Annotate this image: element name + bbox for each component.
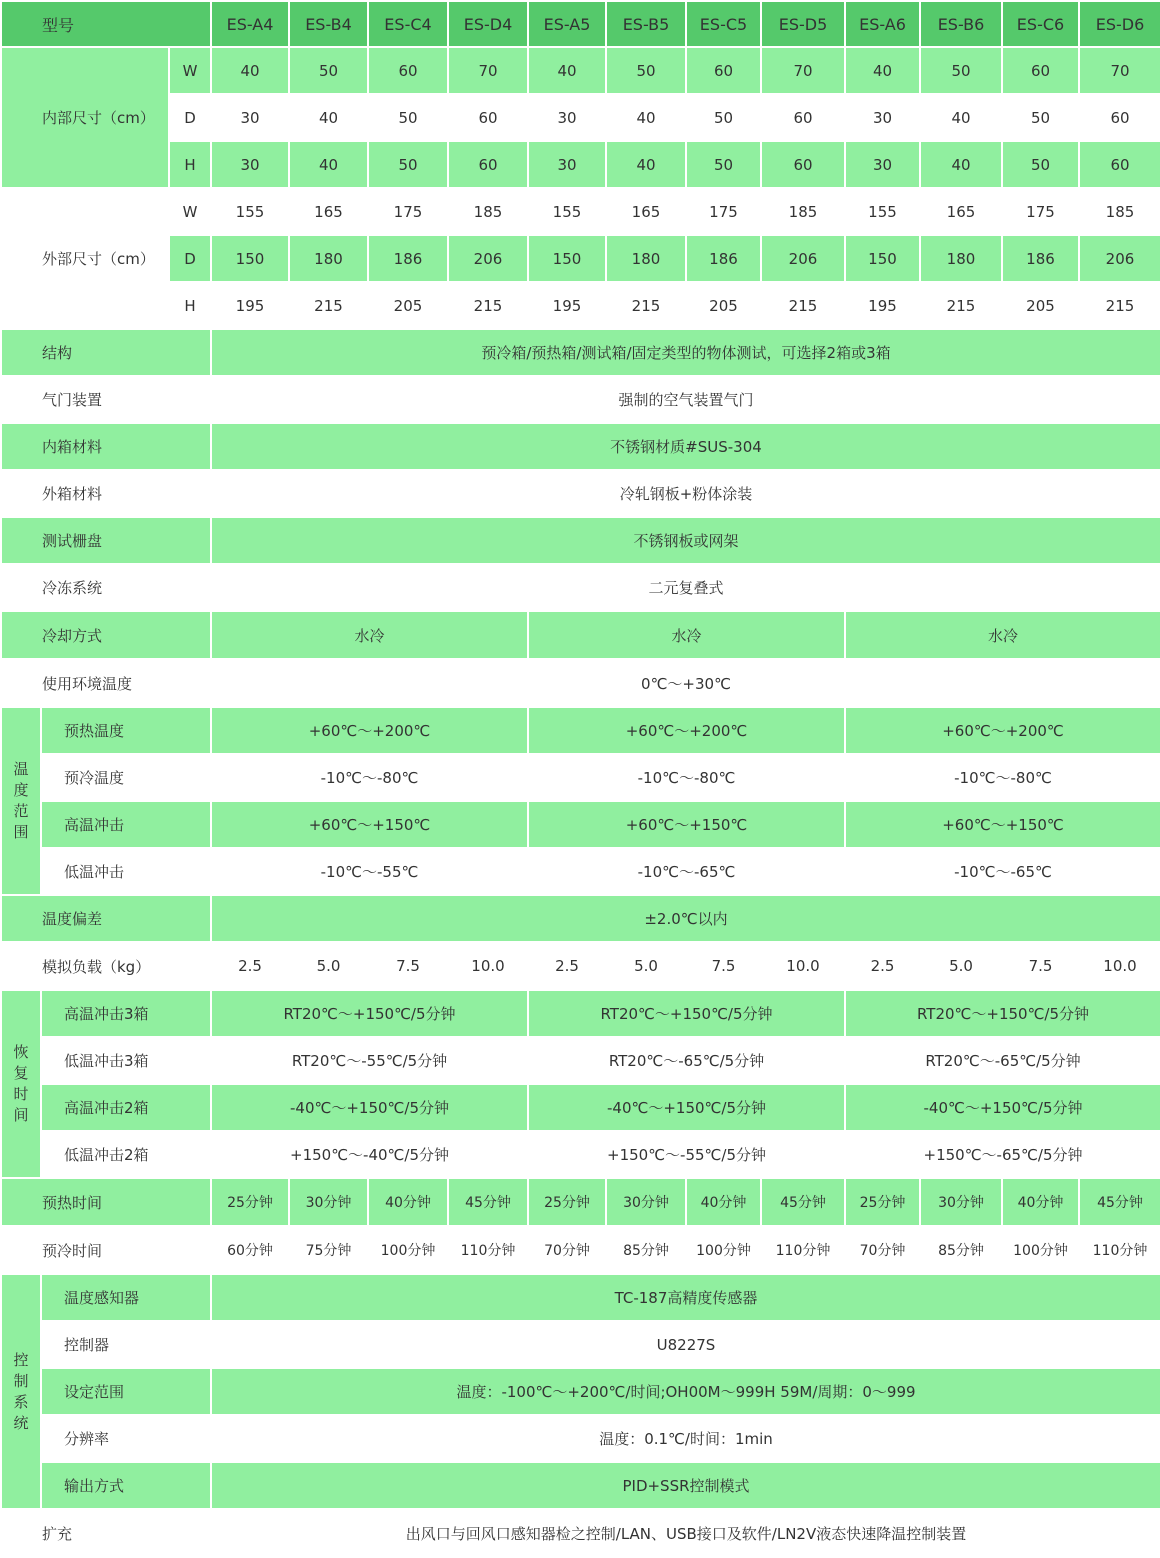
value-cell: 70: [1079, 47, 1160, 94]
value-cell: 2.5: [211, 942, 289, 990]
group-value-cell: RT20℃～-65℃/5分钟: [845, 1037, 1160, 1084]
axis-label: H: [169, 282, 211, 329]
value-cell: 10.0: [761, 942, 845, 990]
value-cell: 60: [686, 47, 761, 94]
axis-label: D: [169, 94, 211, 141]
value-cell: 40分钟: [368, 1178, 448, 1226]
axis-label: W: [169, 188, 211, 235]
control-group-label-text: 控制系统: [13, 1350, 29, 1432]
control-value: 温度：-100℃～+200℃/时间;OH00M～999H 59M/周期：0～999: [211, 1368, 1160, 1415]
value-cell: 186: [368, 235, 448, 282]
value-cell: 110分钟: [1079, 1226, 1160, 1274]
spec-label: 冷冻系统: [1, 564, 211, 611]
spec-label: 内箱材料: [1, 423, 211, 470]
value-cell: 50: [920, 47, 1002, 94]
group-value-cell: +60℃～+200℃: [211, 707, 528, 754]
value-cell: 40: [289, 94, 368, 141]
value-cell: 150: [211, 235, 289, 282]
control-group-label: [1, 1274, 41, 1509]
control-row: [1, 1321, 1160, 1368]
group-value-cell: 水冷: [211, 611, 528, 659]
spec-value: 强制的空气装置气门: [211, 376, 1160, 423]
value-cell: 30分钟: [606, 1178, 686, 1226]
recovery-label: 低温冲击3箱: [41, 1037, 211, 1084]
value-cell: 50: [1002, 141, 1079, 188]
group-value-cell: -40℃～+150℃/5分钟: [845, 1084, 1160, 1131]
value-cell: 5.0: [606, 942, 686, 990]
value-cell: 40: [211, 47, 289, 94]
control-value: TC-187高精度传感器: [211, 1274, 1160, 1321]
value-cell: 40: [606, 141, 686, 188]
value-cell: 185: [1079, 188, 1160, 235]
group-value-cell: RT20℃～+150℃/5分钟: [845, 990, 1160, 1037]
group-value-cell: -40℃～+150℃/5分钟: [528, 1084, 845, 1131]
value-cell: 60: [1079, 141, 1160, 188]
control-label: 温度感知器: [41, 1274, 211, 1321]
model-header-cell: ES-B4: [289, 1, 368, 47]
value-cell: 206: [761, 235, 845, 282]
value-cell: 25分钟: [211, 1178, 289, 1226]
value-cell: 40: [920, 94, 1002, 141]
env-temp-label: 使用环境温度: [1, 659, 211, 707]
group-value-cell: +150℃～-55℃/5分钟: [528, 1131, 845, 1178]
value-cell: 5.0: [920, 942, 1002, 990]
value-cell: 70分钟: [845, 1226, 920, 1274]
value-cell: 50: [289, 47, 368, 94]
value-cell: 40: [289, 141, 368, 188]
model-header-cell: ES-D6: [1079, 1, 1160, 47]
value-cell: 40: [528, 47, 606, 94]
value-cell: 165: [920, 188, 1002, 235]
value-cell: 110分钟: [761, 1226, 845, 1274]
value-cell: 85分钟: [920, 1226, 1002, 1274]
value-cell: 30分钟: [289, 1178, 368, 1226]
temp-range-row: [1, 848, 1160, 895]
value-cell: 45分钟: [761, 1178, 845, 1226]
value-cell: 7.5: [1002, 942, 1079, 990]
value-cell: 110分钟: [448, 1226, 528, 1274]
axis-label: W: [169, 47, 211, 94]
value-cell: 100分钟: [1002, 1226, 1079, 1274]
control-label: 设定范围: [41, 1368, 211, 1415]
value-cell: 50: [368, 141, 448, 188]
value-cell: 30: [211, 94, 289, 141]
group-value-cell: -10℃～-65℃: [845, 848, 1160, 895]
value-cell: 60: [448, 141, 528, 188]
preheat-time-row: [1, 1178, 1160, 1226]
temp-range-row: [1, 707, 1160, 754]
model-header-cell: ES-C4: [368, 1, 448, 47]
spec-row: [1, 470, 1160, 517]
model-header-cell: ES-D4: [448, 1, 528, 47]
value-cell: 45分钟: [1079, 1178, 1160, 1226]
group-value-cell: 水冷: [845, 611, 1160, 659]
value-cell: 155: [845, 188, 920, 235]
recovery-group-label-text: 恢复时间: [13, 1043, 29, 1124]
temp-range-label: 高温冲击: [41, 801, 211, 848]
value-cell: 195: [528, 282, 606, 329]
value-cell: 2.5: [528, 942, 606, 990]
model-header-cell: ES-A4: [211, 1, 289, 47]
value-cell: 7.5: [686, 942, 761, 990]
value-cell: 40: [606, 94, 686, 141]
header-row: [1, 1, 1160, 47]
group-value-cell: +60℃～+150℃: [211, 801, 528, 848]
inner-size-row: [1, 94, 1160, 141]
outer-size-label: 外部尺寸（cm）: [1, 188, 169, 329]
control-label: 分辨率: [41, 1415, 211, 1462]
model-header-cell: ES-A6: [845, 1, 920, 47]
value-cell: 70分钟: [528, 1226, 606, 1274]
recovery-label: 低温冲击2箱: [41, 1131, 211, 1178]
value-cell: 40分钟: [686, 1178, 761, 1226]
control-value: U8227S: [211, 1321, 1160, 1368]
value-cell: 206: [1079, 235, 1160, 282]
value-cell: 50: [686, 141, 761, 188]
value-cell: 186: [686, 235, 761, 282]
value-cell: 30: [211, 141, 289, 188]
spec-label: 结构: [1, 329, 211, 376]
outer-size-row: [1, 235, 1160, 282]
inner-size-label: 内部尺寸（cm）: [1, 47, 169, 188]
value-cell: 50: [368, 94, 448, 141]
temp-deviation-value: ±2.0℃以内: [211, 895, 1160, 942]
temp-deviation-row: [1, 895, 1160, 942]
value-cell: 100分钟: [686, 1226, 761, 1274]
group-value-cell: RT20℃～-55℃/5分钟: [211, 1037, 528, 1084]
temp-range-group-label: [1, 707, 41, 895]
value-cell: 215: [1079, 282, 1160, 329]
spec-label: 测试栅盘: [1, 517, 211, 564]
model-header-cell: ES-B6: [920, 1, 1002, 47]
value-cell: 185: [761, 188, 845, 235]
load-row: [1, 942, 1160, 990]
control-row: [1, 1368, 1160, 1415]
group-value-cell: +60℃～+150℃: [528, 801, 845, 848]
group-value-cell: -40℃～+150℃/5分钟: [211, 1084, 528, 1131]
value-cell: 215: [920, 282, 1002, 329]
value-cell: 45分钟: [448, 1178, 528, 1226]
group-value-cell: RT20℃～+150℃/5分钟: [211, 990, 528, 1037]
value-cell: 70: [448, 47, 528, 94]
value-cell: 30: [528, 141, 606, 188]
value-cell: 186: [1002, 235, 1079, 282]
value-cell: 30: [845, 141, 920, 188]
env-temp-value: 0℃～+30℃: [211, 659, 1160, 707]
spec-row: [1, 376, 1160, 423]
group-value-cell: +60℃～+150℃: [845, 801, 1160, 848]
group-value-cell: +60℃～+200℃: [528, 707, 845, 754]
precool-time-row: [1, 1226, 1160, 1274]
group-value-cell: -10℃～-55℃: [211, 848, 528, 895]
group-value-cell: -10℃～-65℃: [528, 848, 845, 895]
value-cell: 165: [606, 188, 686, 235]
temp-range-group-label-text: 温度范围: [13, 760, 29, 841]
value-cell: 85分钟: [606, 1226, 686, 1274]
expansion-value: 出风口与回风口感知器检之控制/LAN、USB接口及软件/LN2V液态快速降温控制装置: [211, 1509, 1160, 1557]
temp-range-label: 预冷温度: [41, 754, 211, 801]
model-header-label: 型号: [1, 1, 211, 47]
cooling-label: 冷却方式: [1, 611, 211, 659]
inner-size-row: [1, 141, 1160, 188]
value-cell: 50: [606, 47, 686, 94]
value-cell: 50: [1002, 94, 1079, 141]
value-cell: 150: [528, 235, 606, 282]
group-value-cell: -10℃～-80℃: [845, 754, 1160, 801]
value-cell: 60: [368, 47, 448, 94]
value-cell: 175: [1002, 188, 1079, 235]
precool-time-label: 预冷时间: [1, 1226, 211, 1274]
preheat-time-label: 预热时间: [1, 1178, 211, 1226]
value-cell: 10.0: [448, 942, 528, 990]
model-header-cell: ES-D5: [761, 1, 845, 47]
temp-range-label: 预热温度: [41, 707, 211, 754]
load-label: 模拟负载（kg）: [1, 942, 211, 990]
value-cell: 215: [761, 282, 845, 329]
model-header-cell: ES-C6: [1002, 1, 1079, 47]
value-cell: 40: [920, 141, 1002, 188]
value-cell: 175: [368, 188, 448, 235]
env-temp-row: [1, 659, 1160, 707]
recovery-row: [1, 1131, 1160, 1178]
value-cell: 60: [448, 94, 528, 141]
value-cell: 70: [761, 47, 845, 94]
model-header-cell: ES-C5: [686, 1, 761, 47]
group-value-cell: RT20℃～+150℃/5分钟: [528, 990, 845, 1037]
control-row: [1, 1462, 1160, 1509]
control-value: 温度：0.1℃/时间：1min: [211, 1415, 1160, 1462]
value-cell: 180: [920, 235, 1002, 282]
spec-table-body: [1, 1, 1160, 1557]
model-header-cell: ES-A5: [528, 1, 606, 47]
value-cell: 215: [448, 282, 528, 329]
control-row: [1, 1274, 1160, 1321]
model-header-cell: ES-B5: [606, 1, 686, 47]
recovery-row: [1, 990, 1160, 1037]
group-value-cell: -10℃～-80℃: [528, 754, 845, 801]
spec-label: 气门装置: [1, 376, 211, 423]
value-cell: 215: [289, 282, 368, 329]
value-cell: 155: [211, 188, 289, 235]
cooling-row: [1, 611, 1160, 659]
spec-row: [1, 517, 1160, 564]
outer-size-row: [1, 188, 1160, 235]
value-cell: 40: [845, 47, 920, 94]
value-cell: 195: [211, 282, 289, 329]
value-cell: 60: [1002, 47, 1079, 94]
value-cell: 25分钟: [528, 1178, 606, 1226]
value-cell: 150: [845, 235, 920, 282]
spec-value: 不锈钢板或网架: [211, 517, 1160, 564]
value-cell: 175: [686, 188, 761, 235]
value-cell: 30分钟: [920, 1178, 1002, 1226]
group-value-cell: -10℃～-80℃: [211, 754, 528, 801]
value-cell: 5.0: [289, 942, 368, 990]
axis-label: H: [169, 141, 211, 188]
recovery-label: 高温冲击2箱: [41, 1084, 211, 1131]
group-value-cell: RT20℃～-65℃/5分钟: [528, 1037, 845, 1084]
recovery-row: [1, 1037, 1160, 1084]
value-cell: 10.0: [1079, 942, 1160, 990]
value-cell: 185: [448, 188, 528, 235]
value-cell: 205: [686, 282, 761, 329]
value-cell: 100分钟: [368, 1226, 448, 1274]
value-cell: 206: [448, 235, 528, 282]
value-cell: 7.5: [368, 942, 448, 990]
value-cell: 60: [1079, 94, 1160, 141]
temp-range-row: [1, 754, 1160, 801]
expansion-label: 扩充: [1, 1509, 211, 1557]
value-cell: 50: [686, 94, 761, 141]
control-label: 输出方式: [41, 1462, 211, 1509]
group-value-cell: 水冷: [528, 611, 845, 659]
value-cell: 30: [845, 94, 920, 141]
group-value-cell: +150℃～-40℃/5分钟: [211, 1131, 528, 1178]
group-value-cell: +60℃～+200℃: [845, 707, 1160, 754]
spec-value: 冷轧钢板+粉体涂装: [211, 470, 1160, 517]
spec-label: 外箱材料: [1, 470, 211, 517]
spec-value: 二元复叠式: [211, 564, 1160, 611]
value-cell: 60: [761, 94, 845, 141]
value-cell: 180: [289, 235, 368, 282]
value-cell: 60分钟: [211, 1226, 289, 1274]
value-cell: 155: [528, 188, 606, 235]
value-cell: 60: [761, 141, 845, 188]
recovery-label: 高温冲击3箱: [41, 990, 211, 1037]
value-cell: 215: [606, 282, 686, 329]
spec-value: 预冷箱/预热箱/测试箱/固定类型的物体测试，可选择2箱或3箱: [211, 329, 1160, 376]
value-cell: 30: [528, 94, 606, 141]
spec-row: [1, 564, 1160, 611]
value-cell: 75分钟: [289, 1226, 368, 1274]
temp-range-label: 低温冲击: [41, 848, 211, 895]
control-row: [1, 1415, 1160, 1462]
expansion-row: [1, 1509, 1160, 1557]
value-cell: 205: [1002, 282, 1079, 329]
recovery-group-label: [1, 990, 41, 1178]
axis-label: D: [169, 235, 211, 282]
spec-value: 不锈钢材质#SUS-304: [211, 423, 1160, 470]
inner-size-row: [1, 47, 1160, 94]
recovery-row: [1, 1084, 1160, 1131]
spec-row: [1, 329, 1160, 376]
group-value-cell: +150℃～-65℃/5分钟: [845, 1131, 1160, 1178]
value-cell: 40分钟: [1002, 1178, 1079, 1226]
value-cell: 205: [368, 282, 448, 329]
temp-range-row: [1, 801, 1160, 848]
outer-size-row: [1, 282, 1160, 329]
value-cell: 25分钟: [845, 1178, 920, 1226]
spec-row: [1, 423, 1160, 470]
value-cell: 2.5: [845, 942, 920, 990]
value-cell: 165: [289, 188, 368, 235]
control-value: PID+SSR控制模式: [211, 1462, 1160, 1509]
temp-deviation-label: 温度偏差: [1, 895, 211, 942]
control-label: 控制器: [41, 1321, 211, 1368]
value-cell: 195: [845, 282, 920, 329]
value-cell: 180: [606, 235, 686, 282]
